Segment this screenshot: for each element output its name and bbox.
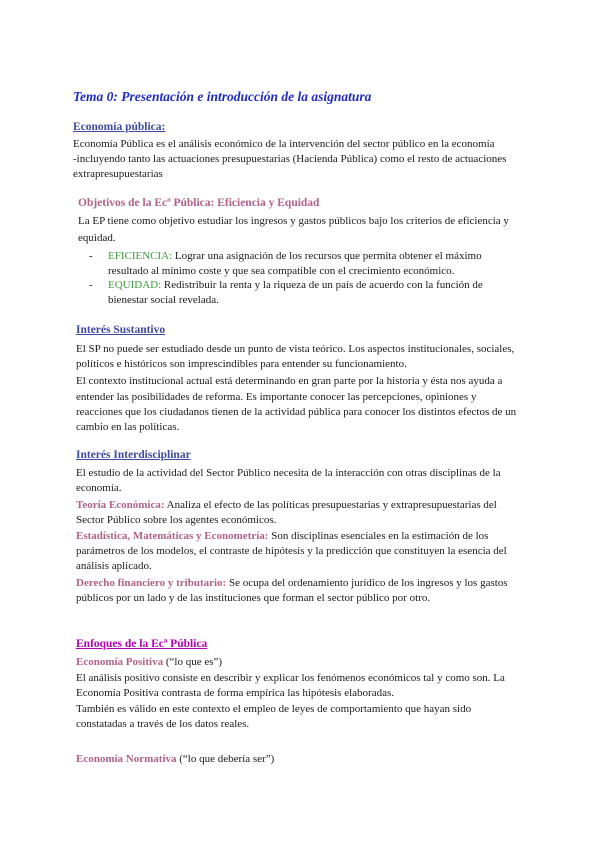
estadistica-text: Son disciplinas esenciales en la estimación de los [268,530,489,542]
paragraph-line: parámetros de los modelos, el contraste de hipótesis y la predicción que constituyen la esencia del [76,545,507,557]
paragraph-line: bienestar social revelada. [108,294,219,306]
list-bullet: - [89,279,93,291]
paragraph-line: cambio en las políticas. [76,421,180,433]
paragraph-line: entender las posibilidades de reforma. Es importante conocer las percepciones, opiniones y [76,391,477,403]
paragraph-line: extrapresupuestarias [73,168,163,180]
paragraph-line: economía. [76,482,122,494]
section-heading-interes-interdisciplinar: Interés Interdisciplinar [76,449,191,461]
paragraph-line: Economía Positiva contrasta de forma empírica las hipótesis elaboradas. [76,687,394,699]
paragraph-line: El contexto institucional actual está determinando en gran parte por la historia y ésta nos ayuda a [76,375,503,387]
eficiencia-text: Lograr una asignación de los recursos que permita obtener el máximo [172,250,482,262]
economia-normativa-quote: (“lo que debería ser”) [176,753,275,765]
paragraph-line: El estudio de la actividad del Sector Público necesita de la interacción con otras disciplinas de la [76,467,501,479]
paragraph-line: constatadas a través de los datos reales. [76,718,250,730]
derecho-text: Se ocupa del ordenamiento jurídico de los ingresos y los gastos [226,577,508,589]
economia-positiva-quote: (“lo que es”) [163,656,223,668]
paragraph-line: equidad. [78,232,116,244]
estadistica-label: Estadística, Matemáticas y Econometría: [76,530,269,542]
paragraph-line: resultado al mínimo coste y que sea compatible con el crecimiento económico. [108,265,455,277]
page-title: Tema 0: Presentación e introducción de la asignatura [73,89,372,104]
paragraph-line: El análisis positivo consiste en describir y explicar los fenómenos económicos tal y como son. La [76,672,505,684]
paragraph-line: públicos por un lado y de las instituciones que forman el sector público por otro. [76,592,431,604]
list-item-eficiencia [108,248,482,264]
eficiencia-label: EFICIENCIA: [108,250,173,262]
section-heading-enfoques: Enfoques de la Ecª Pública [76,638,208,650]
economia-normativa-label: Economía Normativa [76,753,177,765]
list-bullet: - [89,250,93,262]
teoria-economica-text: Analiza el efecto de las políticas presupuestarias y extrapresupuestarias del [164,499,497,511]
paragraph-line: reacciones que los ciudadanos tienen de la actividad pública para conocer los distintos efectos de un [76,406,517,418]
section-heading-interes-sustantivo: Interés Sustantivo [76,324,166,336]
estadistica-line [76,528,488,544]
paragraph-line: análisis aplicado. [76,560,152,572]
economia-positiva-heading [76,654,222,670]
teoria-economica-label: Teoría Económica: [76,499,165,511]
paragraph-line: Sector Público sobre los agentes económicos. [76,514,277,526]
derecho-label: Derecho financiero y tributario: [76,577,227,589]
economia-positiva-label: Economía Positiva [76,656,164,668]
paragraph-line: políticos e históricos son imprescindibles para entender su funcionamiento. [76,358,407,370]
list-item-equidad [108,277,483,293]
equidad-label: EQUIDAD: [108,279,162,291]
section-heading-objetivos: Objetivos de la Ecª Pública: Eficiencia y Equidad [78,197,320,209]
section-heading-economia-publica: Economía pública: [73,121,166,133]
paragraph-line: -incluyendo tanto las actuaciones presupuestarias (Hacienda Pública) como el resto de actuaciones [73,153,507,165]
equidad-text: Redistribuir la renta y la riqueza de un país de acuerdo con la función de [161,279,483,291]
teoria-economica-line [76,497,497,513]
paragraph-line: La EP tiene como objetivo estudiar los ingresos y gastos públicos bajo los criterios de eficiencia y [78,215,509,227]
economia-normativa-heading [76,751,274,767]
paragraph-line: También es válido en este contexto el empleo de leyes de comportamiento que hayan sido [76,703,472,715]
derecho-line [76,575,508,591]
paragraph-line: El SP no puede ser estudiado desde un punto de vista teórico. Los aspectos institucionales, sociales, [76,343,515,355]
paragraph-line: Economía Pública es el análisis económico de la intervención del sector público en la economía [73,138,495,150]
